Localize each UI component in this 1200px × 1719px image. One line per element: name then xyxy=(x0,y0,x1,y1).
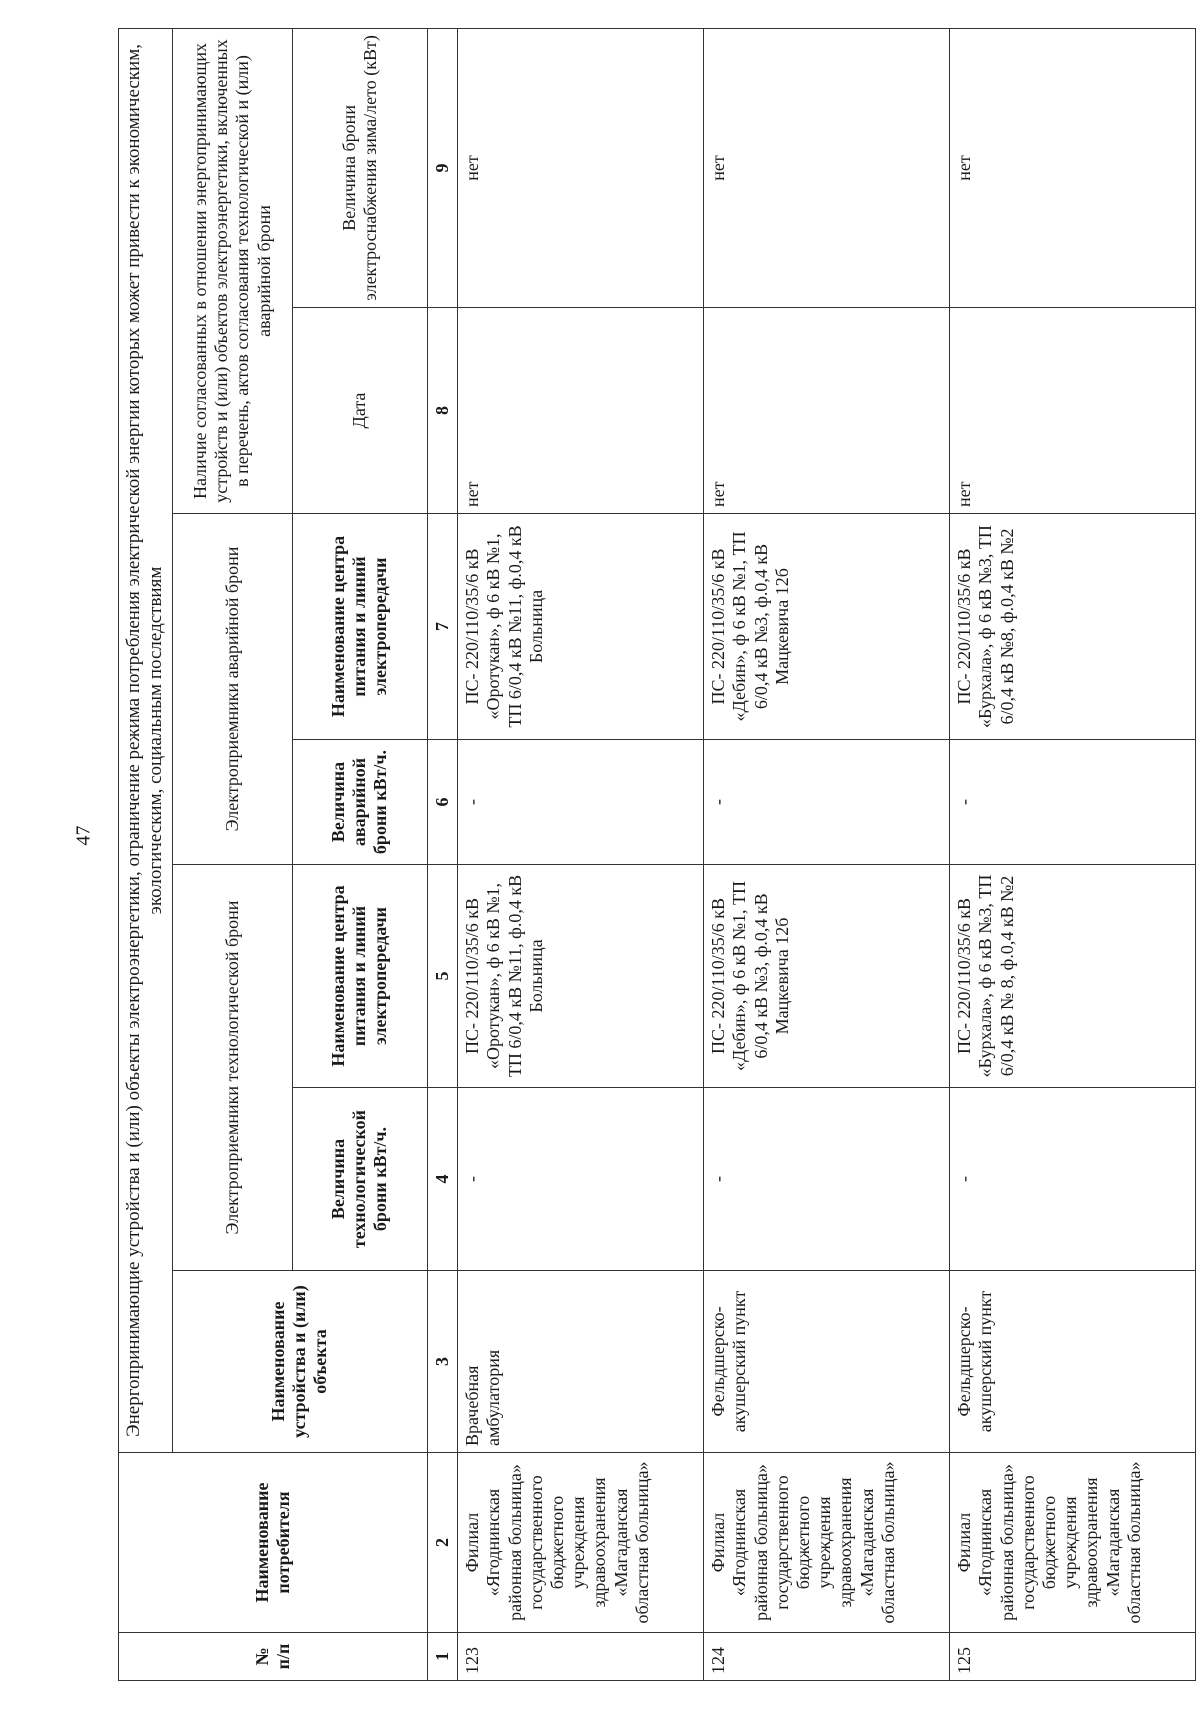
emerg-center: ПС- 220/110/35/6 кВ «Дебин», ф 6 кВ №1, ТП 6/0,4 кВ №3, ф.0,4 кВ Мацкевича 12б xyxy=(704,514,950,740)
row-number: 123 xyxy=(458,1633,704,1681)
tech-value: - xyxy=(458,1088,704,1271)
header-group-tech: Электроприемники технологической брони xyxy=(172,865,292,1271)
column-number: 7 xyxy=(427,514,457,740)
agreement-date: нет xyxy=(458,308,704,514)
object-name: Фельдшерско-акушерский пункт xyxy=(704,1271,950,1453)
consumer-name: Филиал «Ягоднинская районная больница» государственного бюджетного учреждения здравоохранения «Магаданская областная больница» xyxy=(704,1453,950,1633)
emerg-value: - xyxy=(458,740,704,865)
tech-center: ПС- 220/110/35/6 кВ «Бурхала», ф 6 кВ №3, ТП 6/0,4 кВ № 8, ф.0,4 кВ №2 xyxy=(950,865,1196,1088)
tech-value: - xyxy=(950,1088,1196,1271)
header-group-emergency: Электроприемники аварийной брони xyxy=(172,514,292,865)
header-emerg-center: Наименование центра питания и линий электропередачи xyxy=(292,514,427,740)
tech-center: ПС- 220/110/35/6 кВ «Дебин», ф 6 кВ №1, ТП 6/0,4 кВ №3, ф.0,4 кВ Мацкевича 12б xyxy=(704,865,950,1088)
column-number: 8 xyxy=(427,308,457,514)
column-number: 1 xyxy=(427,1633,457,1681)
tech-center: ПС- 220/110/35/6 кВ «Оротукан», ф 6 кВ №1, ТП 6/0,4 кВ №11, ф.0,4 кВ Больница xyxy=(458,865,704,1088)
object-name: Фельдшерско-акушерский пункт xyxy=(950,1271,1196,1453)
table-row xyxy=(950,28,1196,1680)
consumer-name: Филиал «Ягоднинская районная больница» государственного бюджетного учреждения здравоохранения «Магаданская областная больница» xyxy=(950,1453,1196,1633)
reserve-value: нет xyxy=(704,28,950,307)
header-date: Дата xyxy=(292,308,427,514)
column-number: 6 xyxy=(427,740,457,865)
column-number: 9 xyxy=(427,28,457,307)
emerg-value: - xyxy=(704,740,950,865)
header-emerg-value: Величина аварийной брони кВт/ч. xyxy=(292,740,427,865)
header-num: № п/п xyxy=(119,1633,428,1681)
header-value: Величина брони электроснабжения зима/лето (кВт) xyxy=(292,28,427,307)
table-row xyxy=(704,28,950,1680)
row-number: 125 xyxy=(950,1633,1196,1681)
object-name: Врачебная амбулатория xyxy=(458,1271,704,1453)
emerg-center: ПС- 220/110/35/6 кВ «Бурхала», ф 6 кВ №3, ТП 6/0,4 кВ №8, ф.0,4 кВ №2 xyxy=(950,514,1196,740)
emerg-value: - xyxy=(950,740,1196,865)
header-group-agreed: Наличие согласованных в отношении энергопринимающих устройств и (или) объектов электроэнергетики, включенных в перечень, актов согласования технологической и (или) аварийной брони xyxy=(172,28,292,513)
tech-value: - xyxy=(704,1088,950,1271)
table-row xyxy=(458,28,704,1680)
column-number: 2 xyxy=(427,1453,457,1633)
column-number: 4 xyxy=(427,1088,457,1271)
consumer-name: Филиал «Ягоднинская районная больница» государственного бюджетного учреждения здравоохранения «Магаданская областная больница» xyxy=(458,1453,704,1633)
column-number: 3 xyxy=(427,1271,457,1453)
emerg-center: ПС- 220/110/35/6 кВ «Оротукан», ф 6 кВ №1, ТП 6/0,4 кВ №11, ф.0,4 кВ Больница xyxy=(458,514,704,740)
agreement-date: нет xyxy=(950,308,1196,514)
header-tech-center: Наименование центра питания и линий электропередачи xyxy=(292,865,427,1088)
agreement-date: нет xyxy=(704,308,950,514)
column-number: 5 xyxy=(427,865,457,1088)
page-number: 47 xyxy=(72,825,95,846)
column-number-row xyxy=(427,28,457,1680)
reserve-value: нет xyxy=(950,28,1196,307)
header-tech-value: Величина технологической брони кВт/ч. xyxy=(292,1088,427,1271)
header-object: Наименование устройства и (или) объекта xyxy=(172,1271,427,1453)
row-number: 124 xyxy=(704,1633,950,1681)
rotated-page xyxy=(118,29,1180,1681)
reservation-table xyxy=(118,28,1196,1681)
header-consumer: Наименование потребителя xyxy=(119,1453,428,1633)
title-row xyxy=(119,28,173,1680)
reserve-value: нет xyxy=(458,28,704,307)
table-title: Энергопринимающие устройства и (или) объекты электроэнергетики, ограничение режима потребления электрической энергии которых может привести к экономическим, экологическим, социальным последствиям xyxy=(119,28,173,1452)
group-header-row xyxy=(172,28,292,1680)
